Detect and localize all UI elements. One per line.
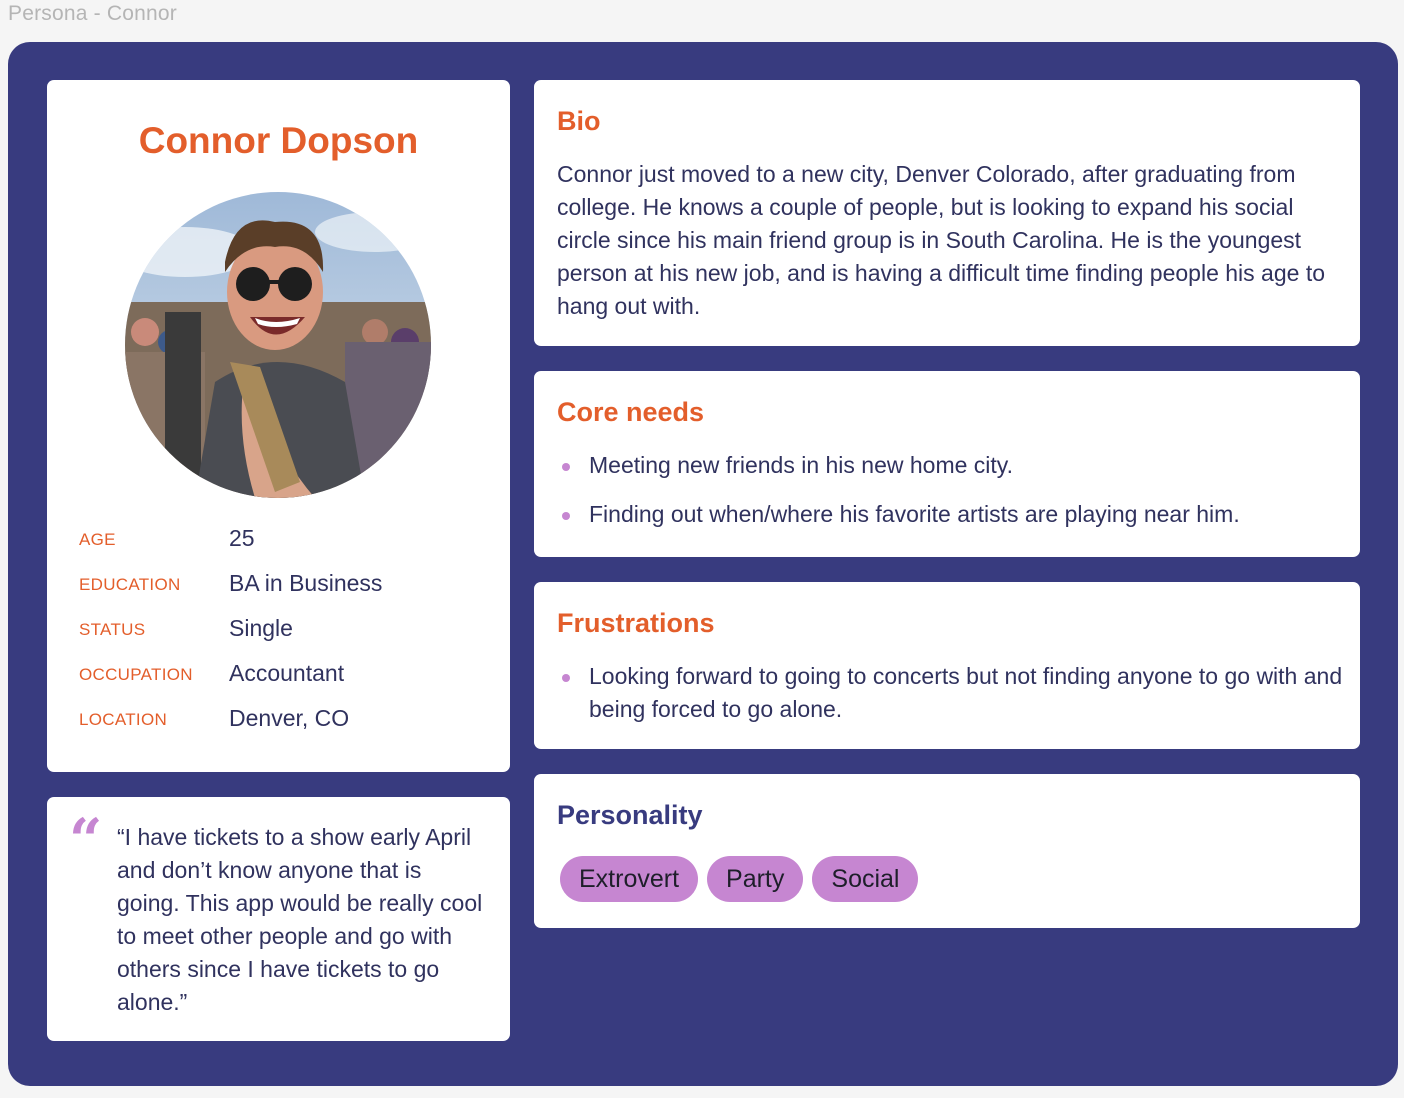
fact-value: BA in Business <box>229 570 383 596</box>
frustrations-card <box>534 582 1360 749</box>
quote-text: “I have tickets to a show early April and don’t know anyone that is going. This app would be really cool to meet other people and go with others since I have tickets to go alone.” <box>117 824 483 1015</box>
fact-label: AGE <box>79 530 116 549</box>
frame-label[interactable]: Persona - Connor <box>8 2 177 25</box>
fact-value: Denver, CO <box>229 705 350 731</box>
fact-value: 25 <box>229 525 255 551</box>
frustrations-list <box>557 660 1347 742</box>
persona-facts <box>79 520 489 745</box>
list-item-text: Finding out when/where his favorite artists are playing near him. <box>589 501 1240 527</box>
fact-value: Accountant <box>229 660 345 686</box>
list-item <box>557 449 1347 482</box>
list-item-text: Meeting new friends in his new home city. <box>589 452 1013 478</box>
quote-mark-icon: “ <box>69 806 103 874</box>
list-item <box>557 660 1347 726</box>
fact-label: STATUS <box>79 620 146 639</box>
avatar <box>125 192 431 498</box>
fact-label: LOCATION <box>79 710 168 729</box>
fact-row-location <box>79 700 489 745</box>
bio-text: Connor just moved to a new city, Denver Colorado, after graduating from college. He knows a couple of people, but is looking to expand his social circle since his main friend group is in South Carolina. He is the youngest person at his new job, and is having a difficult time finding people his age to hang out with. <box>557 161 1326 319</box>
list-item <box>557 498 1347 531</box>
personality-title: Personality <box>557 800 703 830</box>
list-item-text: Looking forward to going to concerts but not finding anyone to go with and being forced to go alone. <box>589 663 1343 722</box>
bio-title: Bio <box>557 106 601 136</box>
quote-card <box>47 797 510 1041</box>
bullet-dot-icon <box>562 512 570 520</box>
bio-card <box>534 80 1360 346</box>
core-needs-list <box>557 449 1347 547</box>
tag-social: Social <box>812 856 918 902</box>
fact-label: OCCUPATION <box>79 665 193 684</box>
fact-row-age <box>79 520 489 565</box>
frustrations-title: Frustrations <box>557 608 715 638</box>
avatar-photo-icon <box>125 192 431 498</box>
tag-party: Party <box>707 856 803 902</box>
personality-card <box>534 774 1360 928</box>
persona-board <box>8 42 1398 1086</box>
core-needs-card <box>534 371 1360 557</box>
profile-card <box>47 80 510 772</box>
bullet-dot-icon <box>562 463 570 471</box>
persona-name: Connor Dopson <box>138 120 419 161</box>
core-needs-title: Core needs <box>557 397 705 427</box>
fact-row-status <box>79 610 489 655</box>
fact-row-education <box>79 565 489 610</box>
fact-value: Single <box>229 615 293 641</box>
fact-label: EDUCATION <box>79 575 181 594</box>
bullet-dot-icon <box>562 674 570 682</box>
tag-extrovert: Extrovert <box>560 856 698 902</box>
personality-tags <box>560 856 918 902</box>
fact-row-occupation <box>79 655 489 700</box>
